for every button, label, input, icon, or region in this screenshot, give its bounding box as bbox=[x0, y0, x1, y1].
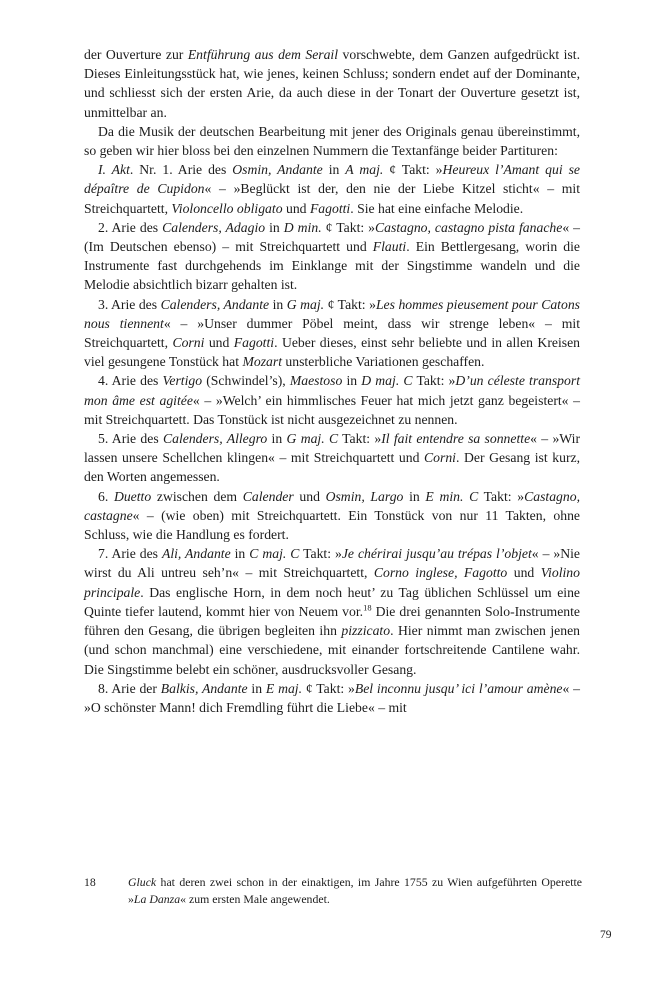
text-run: 8. Arie der bbox=[98, 680, 161, 696]
italic-run: C maj. C bbox=[249, 546, 300, 562]
text-run: « zum ersten Male angewendet. bbox=[180, 891, 330, 906]
text-run: unsterbliche Variationen geschaffen. bbox=[282, 354, 485, 370]
text-run: 3. Arie des bbox=[98, 296, 161, 312]
text-run: « – »Nie wirst du Ali untreu seh’n« – mit Streichquartett, bbox=[84, 546, 580, 581]
text-run: in bbox=[269, 296, 287, 312]
text-run: ¢ Takt: » bbox=[383, 162, 443, 178]
text-run: und bbox=[204, 335, 234, 351]
paragraph bbox=[84, 371, 580, 429]
text-run: in bbox=[342, 373, 362, 389]
italic-run: Bel inconnu jusqu’ ici l’amour amène bbox=[354, 680, 563, 696]
italic-run: La Danza bbox=[133, 891, 181, 906]
footnote-text bbox=[128, 874, 582, 907]
text-run: « – »O schönster Mann! dich Fremdling führt die Liebe« – mit bbox=[84, 680, 581, 715]
text-run: Die drei genannten Solo-Instrumente führen den Gesang, die übrigen begleiten ihn bbox=[84, 603, 581, 639]
text-run: Takt: » bbox=[412, 373, 456, 389]
text-run: 4. Arie des bbox=[98, 373, 163, 389]
italic-run: Entführung aus dem Serail bbox=[187, 47, 339, 62]
text-run: in bbox=[403, 488, 426, 504]
footnote bbox=[84, 874, 582, 907]
text-run: 6. bbox=[98, 488, 114, 504]
text-run: . Das englische Horn, in dem noch heut’ zu Tag üblichen Schlüssel um eine Quinte tiefer lautend, kommt hier von Neuem vor. bbox=[84, 584, 580, 619]
text-run: Da die Musik der deutschen Bearbeitung mit jener des Originals genau übereinstimmt, so geben wir hier bloss bei den einzelnen Nummern die Textanfänge beider Partituren: bbox=[84, 123, 580, 159]
text-run: . Ein Bettlergesang, worin die Instrumente fast durchgehends im Einklange mit der Singstimme wandeln und die Melodie absichtlich bizarr gehalten ist. bbox=[84, 239, 580, 293]
italic-run: Osmin, Largo bbox=[325, 488, 404, 504]
text-run: in bbox=[265, 219, 284, 235]
italic-run: Maestoso bbox=[289, 373, 343, 389]
italic-run: I. Akt bbox=[98, 162, 130, 178]
italic-run: Ali, Andante bbox=[161, 546, 231, 562]
text-run: « – (wie oben) mit Streichquartett. Ein Tonstück von nur 11 Takten, ohne Schluss, wie die Handlung es fordert. bbox=[84, 507, 580, 543]
paragraph bbox=[84, 295, 580, 372]
footnote-ref: 18 bbox=[363, 602, 372, 613]
text-run: . Sie hat eine einfache Melodie. bbox=[350, 200, 524, 216]
italic-run: Calenders, Andante bbox=[160, 296, 270, 312]
paragraph bbox=[84, 679, 580, 717]
text-run: « – »Unser dummer Pöbel meint, dass wir strenge leben« – mit Streichquartett, bbox=[84, 315, 580, 351]
italic-run: Castagno, castagno pista fanache bbox=[375, 219, 563, 235]
italic-run: Il fait entendre sa sonnette bbox=[381, 431, 531, 447]
italic-run: Corno inglese, Fagotto bbox=[373, 565, 508, 581]
italic-run: Corni bbox=[424, 450, 456, 466]
text-run: « – »Wir lassen unsere Schellchen klingen« – mit Streichquartett und bbox=[84, 431, 581, 466]
text-run: ¢ Takt: » bbox=[321, 219, 376, 235]
italic-run: G maj. C bbox=[286, 431, 339, 447]
text-run: (Schwindel’s), bbox=[202, 373, 290, 389]
text-run: Takt: » bbox=[299, 546, 342, 562]
italic-run: Fagotti bbox=[309, 200, 351, 216]
paragraph bbox=[84, 218, 580, 295]
italic-run: Gluck bbox=[128, 875, 157, 889]
footnote-marker: 18 bbox=[84, 875, 96, 889]
paragraph bbox=[84, 429, 580, 487]
text-run: ¢ Takt: » bbox=[302, 680, 355, 696]
text-run: in bbox=[230, 546, 250, 562]
text-run: . Der Gesang ist kurz, den Worten angemessen. bbox=[84, 450, 580, 485]
body-text bbox=[84, 45, 580, 717]
text-run: 5. Arie des bbox=[98, 431, 163, 447]
italic-run: Violino principale bbox=[84, 565, 580, 600]
text-run: . Ueber dieses, einst sehr beliebte und in allen Kreisen viel gesungene Tonstück hat bbox=[84, 335, 581, 370]
text-run: Takt: » bbox=[338, 431, 382, 447]
paragraph bbox=[84, 160, 580, 218]
text-run: . Nr. 1. Arie des bbox=[129, 162, 233, 178]
text-run: 2. Arie des bbox=[98, 219, 163, 235]
italic-run: Calenders, Adagio bbox=[162, 219, 266, 235]
italic-run: Calender bbox=[242, 488, 294, 504]
text-run: vorschwebte, dem Ganzen aufgedrückt ist. Dieses Einleitungsstück hat, wie jenes, keinen Schluss; sondern endet auf der Dominante, und schliesst sich der ersten Arie, da auch diese in der Tonart der Ouverture gesetzt ist, unmittelbar an. bbox=[84, 47, 580, 120]
italic-run: A maj. bbox=[345, 162, 384, 178]
text-run: « – »Welch’ ein himmlisches Feuer hat mich jetzt ganz begeistert« – mit Streichquartett. Das Tonstück ist nicht ausgezeichnet zu nennen. bbox=[84, 392, 580, 427]
text-run: 7. Arie des bbox=[98, 546, 162, 562]
italic-run: Castagno, castagne bbox=[84, 488, 580, 523]
text-run: « – (Im Deutschen ebenso) – mit Streichquartett und bbox=[84, 219, 581, 255]
italic-run: Osmin, Andante bbox=[232, 162, 323, 178]
italic-run: D’un céleste transport mon âme est agitée bbox=[84, 373, 581, 408]
text-run: der Ouverture zur bbox=[84, 47, 188, 62]
italic-run: Vertigo bbox=[162, 373, 203, 389]
italic-run: pizzicato bbox=[341, 623, 391, 639]
text-run: in bbox=[247, 680, 266, 696]
text-run: und bbox=[282, 200, 310, 216]
text-run: in bbox=[267, 431, 287, 447]
italic-run: Balkis, Andante bbox=[160, 680, 248, 696]
italic-run: E min. C bbox=[425, 488, 479, 504]
italic-run: Calenders, Allegro bbox=[162, 431, 268, 447]
italic-run: Les hommes pieusement pour Catons nous tiennent bbox=[84, 296, 580, 331]
paragraph bbox=[84, 122, 580, 160]
italic-run: Violoncello obligato bbox=[171, 200, 283, 216]
italic-run: Corni bbox=[172, 335, 205, 351]
text-run: hat deren zwei schon in der einaktigen, im Jahre 1755 zu Wien aufgeführten Operette » bbox=[128, 875, 582, 906]
text-run: und bbox=[507, 565, 541, 581]
text-run: Takt: » bbox=[478, 488, 525, 504]
text-run: ¢ Takt: » bbox=[324, 296, 376, 312]
page-number: 79 bbox=[600, 929, 612, 941]
italic-run: E maj. bbox=[265, 680, 303, 696]
text-run: in bbox=[322, 162, 346, 178]
italic-run: D maj. C bbox=[361, 373, 413, 389]
italic-run: Fagotti bbox=[233, 335, 275, 351]
italic-run: Mozart bbox=[242, 354, 282, 370]
text-run: zwischen dem bbox=[151, 488, 243, 504]
paragraph bbox=[84, 544, 580, 678]
text-run: « – »Beglückt ist der, den nie der Liebe Kitzel sticht« – mit Streichquartett, bbox=[84, 181, 580, 216]
italic-run: G maj. bbox=[286, 296, 325, 312]
text-run: und bbox=[293, 488, 326, 504]
paragraph bbox=[84, 487, 580, 545]
italic-run: Heureux l’Amant qui se dépaître de Cupidon bbox=[84, 162, 580, 197]
italic-run: D min. bbox=[283, 219, 322, 235]
italic-run: Je chérirai jusqu’au trépas l’objet bbox=[341, 546, 532, 562]
italic-run: Duetto bbox=[113, 488, 152, 504]
italic-run: Flauti bbox=[372, 239, 407, 255]
text-run: . Hier nimmt man zwischen jenen (und schon manchmal) eine verschiedene, mit einander fortschreitende Cantilene wahr. Die Singstimme belebt ein schöner, ausdrucksvoller Gesang. bbox=[84, 623, 580, 677]
paragraph bbox=[84, 45, 580, 122]
